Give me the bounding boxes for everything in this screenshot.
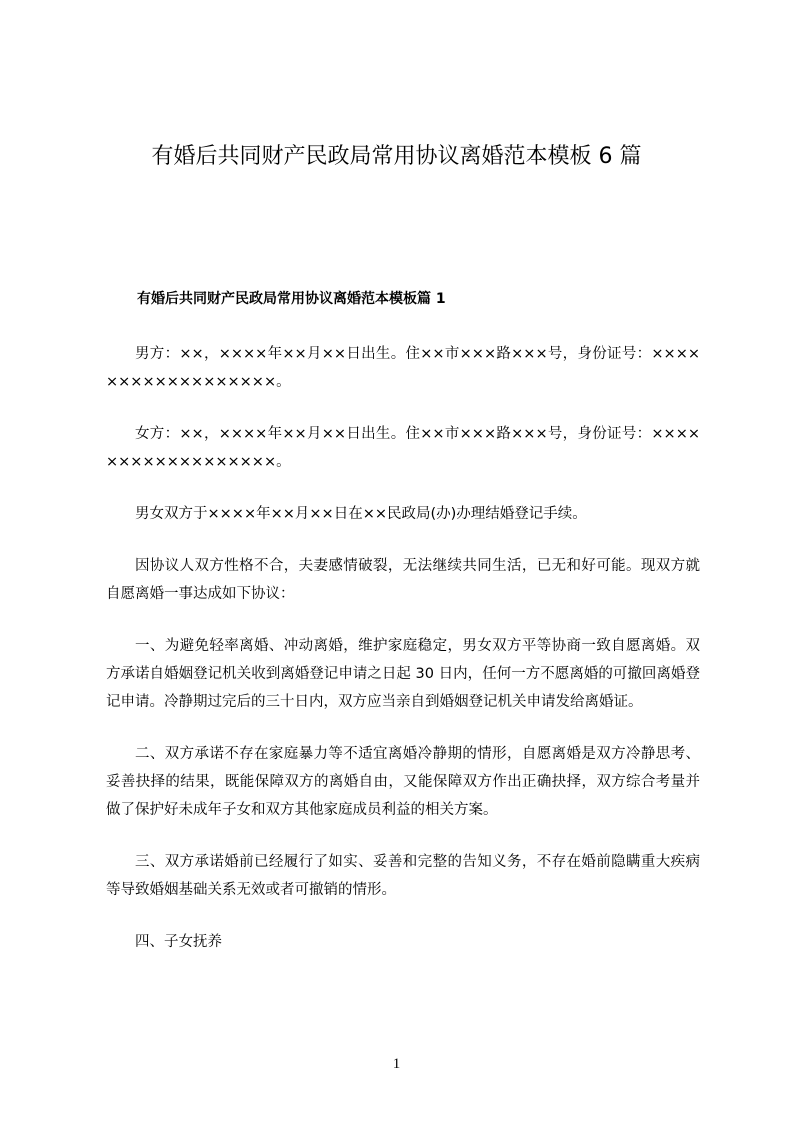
paragraph-male-party: 男方：××，××××年××月××日出生。住××市×××路×××号，身份证号：××××××××××××××××××。 (106, 346, 700, 390)
page-number: 1 (392, 1056, 401, 1072)
paragraph-female-party: 女方：××，××××年××月××日出生。住××市×××路×××号，身份证号：××××××××××××××××××。 (106, 426, 700, 470)
document-body (106, 340, 700, 956)
paragraph-clause-4-heading: 四、子女抚养 (135, 934, 222, 950)
section-heading: 有婚后共同财产民政局常用协议离婚范本模板篇 1 (137, 291, 446, 307)
paragraph-clause-2: 二、双方承诺不存在家庭暴力等不适宜离婚冷静期的情形，自愿离婚是双方冷静思考、妥善抉择的结果，既能保障双方的离婚自由，又能保障双方作出正确抉择，双方综合考量并做了保护好未成年子女和双方其他家庭成员利益的相关方案。 (106, 746, 700, 818)
paragraph-clause-1: 一、为避免轻率离婚、冲动离婚，维护家庭稳定，男女双方平等协商一致自愿离婚。双方承诺自婚姻登记机关收到离婚登记申请之日起 30 日内，任何一方不愿离婚的可撤回离婚登记申请。冷静期过完后的三十日内，双方应当亲自到婚姻登记机关申请发给离婚证。 (106, 638, 700, 710)
paragraph-clause-3: 三、双方承诺婚前已经履行了如实、妥善和完整的告知义务，不存在婚前隐瞒重大疾病等导致婚姻基础关系无效或者可撤销的情形。 (106, 854, 700, 898)
paragraph-divorce-reason: 因协议人双方性格不合，夫妻感情破裂，无法继续共同生活，已无和好可能。现双方就自愿离婚一事达成如下协议： (106, 558, 700, 602)
document-title: 有婚后共同财产民政局常用协议离婚范本模板 6 篇 (151, 144, 642, 169)
paragraph-marriage-registration: 男女双方于××××年××月××日在××民政局(办)办理结婚登记手续。 (135, 506, 587, 522)
